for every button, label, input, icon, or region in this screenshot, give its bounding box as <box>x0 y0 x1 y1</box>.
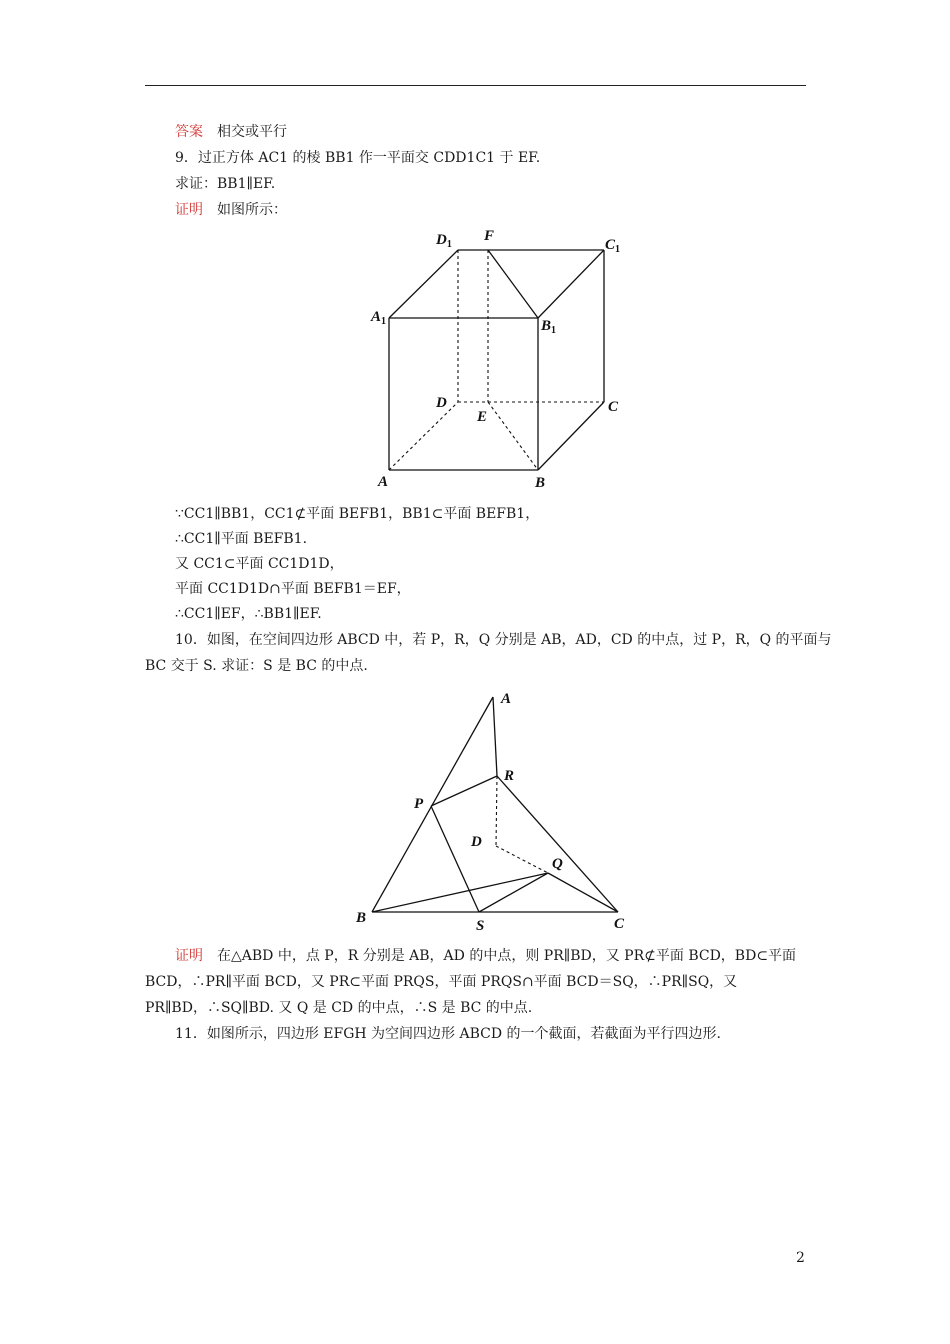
q10-proof-line2: BCD，∴PR∥平面 BCD，又 PR⊂平面 PRQS，平面 PRQS∩平面 BCD＝SQ，∴PR∥SQ，又 <box>145 974 738 990</box>
label-C1: $C_1$ <box>605 237 621 255</box>
label-R: R <box>504 768 515 784</box>
q10-stem-line1: 10．如图，在空间四边形 ABCD 中，若 P，R，Q 分别是 AB，AD，CD 的中点，过 P，R，Q 的平面与 <box>175 632 832 648</box>
q9-proof-intro-line <box>175 201 287 219</box>
label-B: B <box>535 475 546 491</box>
q10-proof-line1 <box>175 947 796 965</box>
tetrahedron-diagram <box>350 684 640 936</box>
q10-proof-text1: 在△ABD 中，点 P，R 分别是 AB，AD 的中点，则 PR∥BD，又 PR⊄平面 BCD，BD⊂平面 <box>217 948 797 964</box>
label-S: S <box>476 918 485 934</box>
label-F: F <box>484 228 495 244</box>
q10-proof-line3: PR∥BD，∴SQ∥BD. 又 Q 是 CD 的中点，∴S 是 BC 的中点. <box>145 1000 533 1016</box>
label-C: C <box>614 916 625 932</box>
answer-line <box>175 123 287 141</box>
label-E: E <box>477 409 488 425</box>
page-number: 2 <box>796 1250 805 1266</box>
label-A: A <box>501 691 512 707</box>
answer-label: 答案 <box>175 124 203 140</box>
q10-stem-line2: BC 交于 S. 求证：S 是 BC 的中点. <box>145 658 368 674</box>
label-Q: Q <box>552 856 563 872</box>
q9-step-2: ∴CC1∥平面 BEFB1. <box>175 531 308 547</box>
cube-diagram <box>360 222 630 494</box>
q9-proof-intro: 如图所示： <box>217 202 287 218</box>
q9-step-4: 平面 CC1D1D∩平面 BEFB1＝EF， <box>175 581 411 597</box>
label-B: B <box>356 910 367 926</box>
answer-text: 相交或平行 <box>217 124 287 140</box>
label-C: C <box>608 399 619 415</box>
label-P: P <box>414 796 424 812</box>
label-A: A <box>378 474 389 490</box>
q9-prove: 求证：BB1∥EF. <box>175 176 276 192</box>
q9-step-1: ∵CC1∥BB1，CC1⊄平面 BEFB1，BB1⊂平面 BEFB1， <box>175 506 540 522</box>
q9-step-3: 又 CC1⊂平面 CC1D1D， <box>175 556 344 572</box>
q10-proof-label: 证明 <box>175 948 203 964</box>
q9-step-5: ∴CC1∥EF，∴BB1∥EF. <box>175 606 322 622</box>
q9-proof-label: 证明 <box>175 202 203 218</box>
q9-stem: 9．过正方体 AC1 的棱 BB1 作一平面交 CDD1C1 于 EF. <box>175 150 541 166</box>
label-D1: $D_1$ <box>436 232 452 250</box>
label-D: D <box>471 834 482 850</box>
q11-stem: 11．如图所示，四边形 EFGH 为空间四边形 ABCD 的一个截面，若截面为平行四边形. <box>175 1026 721 1042</box>
label-A1: $A_1$ <box>371 309 387 327</box>
label-D: D <box>436 395 447 411</box>
label-B1: $B_1$ <box>541 318 557 336</box>
header-rule <box>145 85 806 86</box>
